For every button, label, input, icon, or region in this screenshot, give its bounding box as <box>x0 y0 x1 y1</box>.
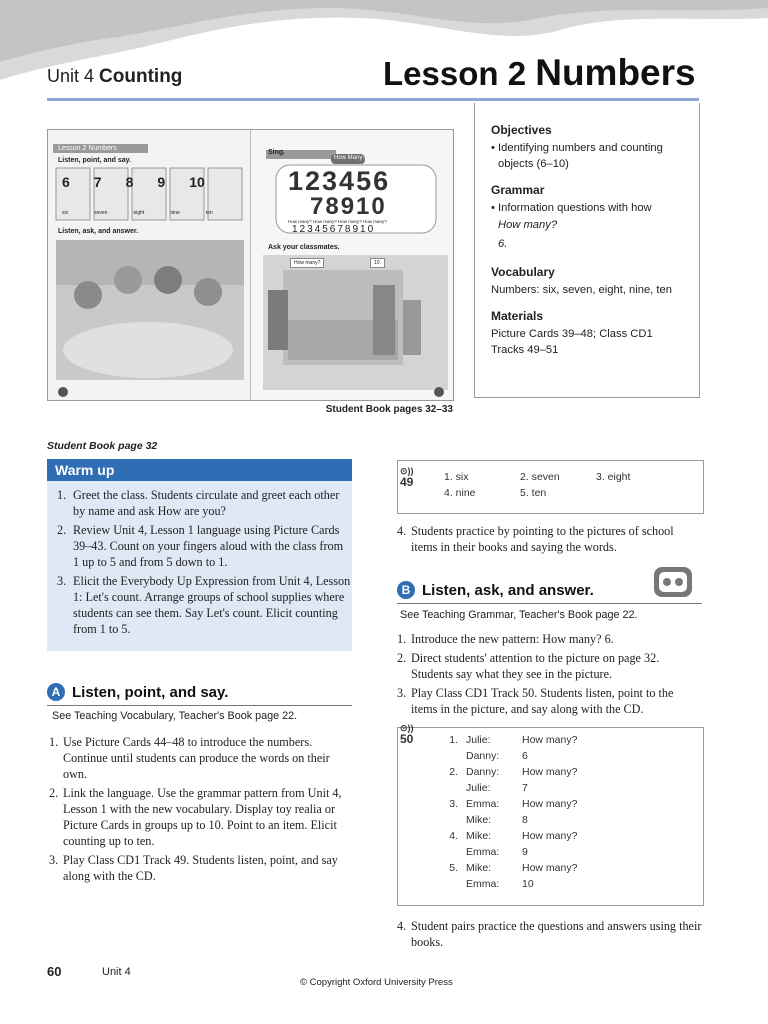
book-lesson-tag: Lesson 2 Numbers <box>58 145 117 152</box>
dialogue-speaker: Danny: <box>466 766 500 778</box>
step-text: Introduce the new pattern: How many? 6. <box>411 632 614 646</box>
page-number: 60 <box>47 964 62 979</box>
footer-unit: Unit 4 <box>102 966 131 978</box>
header-rule <box>47 98 699 101</box>
section-b-step <box>397 631 702 647</box>
warm-up-step <box>47 522 352 570</box>
section-a-step <box>47 785 352 849</box>
dialogue-speaker: Emma: <box>466 878 500 890</box>
objective-item: • Identifying numbers and counting <box>491 142 663 154</box>
objectives-panel <box>474 103 700 398</box>
book-number: 10 <box>189 174 205 190</box>
step-list <box>397 918 702 950</box>
dialogue-line: 7 <box>522 782 528 794</box>
lesson-heading <box>383 52 696 94</box>
step-number: 2. <box>57 523 67 537</box>
dialogue-row <box>436 766 577 782</box>
dialogue-num <box>436 814 466 830</box>
unit-prefix: Unit 4 <box>47 66 95 86</box>
book-bubble-ten: 10. <box>370 258 385 268</box>
dialogue-line: How many? <box>522 862 578 874</box>
materials-title: Materials <box>491 309 544 323</box>
step-item <box>397 918 702 950</box>
materials-text: Tracks 49–51 <box>491 344 559 356</box>
cd49-row <box>444 487 672 503</box>
section-a-title: Listen, point, and say. <box>72 684 229 701</box>
section-b-rule <box>397 603 702 604</box>
grammar-icon <box>652 565 694 599</box>
cd50-dialogue <box>436 734 577 894</box>
section-b-see-note: See Teaching Grammar, Teacher's Book page 22. <box>400 609 638 621</box>
cd49-row <box>444 471 672 487</box>
step-text: Students practice by pointing to the pictures of school items in their books and saying the words. <box>411 524 674 554</box>
step-text: Link the language. Use the grammar pattern from Unit 4, Lesson 1 with the new vocabulary. Display toy realia or Picture Cards in groups up to 10. Point to an item. Elicit counting up to ten. <box>63 786 342 848</box>
section-a-see-note: See Teaching Vocabulary, Teacher's Book page 22. <box>52 710 298 722</box>
dialogue-speaker: Julie: <box>466 734 491 746</box>
step-text: Elicit the Everybody Up Expression from Unit 4, Lesson 1: Let's count. Arrange groups of school supplies where students can see them. Say Let's count. Elicit counting from 1 to 5. <box>73 574 351 636</box>
dialogue-line: 9 <box>522 846 528 858</box>
dialogue-line: How many? <box>522 766 578 778</box>
step-text: Greet the class. Students circulate and greet each other by name and ask How are you? <box>73 488 340 518</box>
section-a-steps <box>47 734 352 884</box>
cd49-item: 4. nine <box>444 487 476 499</box>
dialogue-row <box>436 830 577 846</box>
dialogue-num <box>436 782 466 798</box>
section-b-steps <box>397 631 702 717</box>
cd-track-50 <box>400 724 414 746</box>
dialogue-row <box>436 814 577 830</box>
dialogue-num: 3. <box>449 798 458 810</box>
student-book-page-label: Student Book page 32 <box>47 440 158 452</box>
dialogue-num: 5. <box>449 862 458 874</box>
section-a-rule <box>47 705 352 706</box>
dialogue-speaker: Julie: <box>466 782 491 794</box>
book-song-line: How many? How many? How many? How many? <box>288 219 387 224</box>
book-big-digits-2: 78910 <box>310 193 387 220</box>
dialogue-row <box>436 862 577 878</box>
section-a-badge: A <box>47 683 65 701</box>
unit-title: Counting <box>99 66 183 87</box>
dialogue-num: 4. <box>449 830 458 842</box>
dialogue-num <box>436 846 466 862</box>
unit-heading <box>47 66 182 88</box>
section-b <box>397 581 702 720</box>
dialogue-line: How many? <box>522 830 578 842</box>
grammar-example: 6. <box>498 238 508 250</box>
step-text: Student pairs practice the questions and answers using their books. <box>411 919 702 949</box>
warm-up-box <box>47 459 352 651</box>
step-number: 1. <box>397 632 407 646</box>
dialogue-line: 10 <box>522 878 534 890</box>
step-item <box>397 523 702 555</box>
section-b-heading <box>397 581 702 603</box>
book-bubble-how-many: How many? <box>290 258 324 268</box>
dialogue-row <box>436 750 577 766</box>
lesson-title: Numbers <box>535 52 696 93</box>
section-a-step <box>47 852 352 884</box>
vocabulary-text: Numbers: six, seven, eight, nine, ten <box>491 284 672 296</box>
lesson-prefix: Lesson 2 <box>383 55 527 92</box>
objective-item-cont: objects (6–10) <box>498 158 569 170</box>
book-word: nine <box>170 210 180 216</box>
dialogue-num: 2. <box>449 766 458 778</box>
book-word-row <box>62 210 252 216</box>
book-word: ten <box>205 210 213 216</box>
dialogue-line: How many? <box>522 734 578 746</box>
objectives-title: Objectives <box>491 123 552 137</box>
student-book-image <box>47 129 454 401</box>
materials-text: Picture Cards 39–48; Class CD1 <box>491 328 653 340</box>
book-number-row <box>62 174 252 190</box>
dialogue-line: 8 <box>522 814 528 826</box>
step-number: 4. <box>397 919 407 933</box>
section-b-step <box>397 685 702 717</box>
book-number: 6 <box>62 174 70 190</box>
section-b-title: Listen, ask, and answer. <box>422 582 594 599</box>
cd-track-49 <box>400 467 414 489</box>
book-activity-d: Ask your classmates. <box>268 244 340 251</box>
book-number: 8 <box>125 174 134 190</box>
step-number: 2. <box>49 786 59 800</box>
dialogue-speaker: Mike: <box>466 830 492 842</box>
section-a-heading <box>47 683 352 705</box>
dialogue-row <box>436 798 577 814</box>
step-number: 1. <box>49 735 59 749</box>
cd-icon: ⊙)) <box>400 466 414 476</box>
step-4-pairs <box>397 918 702 953</box>
vocabulary-title: Vocabulary <box>491 265 555 279</box>
cd49-item: 1. six <box>444 471 469 483</box>
dialogue-row <box>436 846 577 862</box>
book-big-digits-1: 123456 <box>288 166 391 196</box>
book-small-digits: 12345678910 <box>292 224 376 235</box>
dialogue-speaker: Mike: <box>466 862 492 874</box>
dialogue-speaker: Emma: <box>466 798 500 810</box>
cd-track-number: 49 <box>400 475 414 489</box>
warm-up-step <box>47 487 352 519</box>
dialogue-row <box>436 782 577 798</box>
step-text: Play Class CD1 Track 50. Students listen, point to the items in the picture, and say along with the CD. <box>411 686 674 716</box>
step-text: Direct students' attention to the picture on page 32. Students say what they see in the picture. <box>411 651 660 681</box>
dialogue-row <box>436 878 577 894</box>
cd49-item: 2. seven <box>520 471 560 483</box>
warm-up-steps <box>47 487 352 637</box>
grammar-title: Grammar <box>491 183 545 197</box>
step-number: 3. <box>57 574 67 588</box>
grammar-item: • Information questions with how <box>491 202 652 214</box>
dialogue-row <box>436 734 577 750</box>
step-text: Play Class CD1 Track 49. Students listen, point, and say along with the CD. <box>63 853 338 883</box>
section-a-step <box>47 734 352 782</box>
cd49-item: 5. ten <box>520 487 547 499</box>
cd49-answers <box>444 471 672 503</box>
cd49-item: 3. eight <box>596 471 631 483</box>
step-4-practice <box>397 523 702 558</box>
dialogue-line: 6 <box>522 750 528 762</box>
step-number: 2. <box>397 651 407 665</box>
section-b-badge: B <box>397 581 415 599</box>
step-number: 1. <box>57 488 67 502</box>
cd-track-50-box <box>397 723 704 906</box>
dialogue-num: 1. <box>449 734 458 746</box>
book-number: 7 <box>93 174 102 190</box>
section-b-step <box>397 650 702 682</box>
book-word: eight <box>133 210 145 216</box>
dialogue-speaker: Danny: <box>466 750 500 762</box>
book-word: six <box>62 210 69 216</box>
step-number: 4. <box>397 524 407 538</box>
cd-track-49-box <box>397 460 704 514</box>
dialogue-speaker: Emma: <box>466 846 500 858</box>
book-caption: Student Book pages 32–33 <box>325 404 453 415</box>
section-a <box>47 683 352 887</box>
step-number: 3. <box>49 853 59 867</box>
book-song-title: How Many? <box>334 155 366 161</box>
cd-track-number: 50 <box>400 732 414 746</box>
cd-icon: ⊙)) <box>400 723 414 733</box>
step-list <box>397 523 702 555</box>
step-number: 3. <box>397 686 407 700</box>
book-activity-c: Sing. <box>268 149 286 156</box>
dialogue-line: How many? <box>522 798 578 810</box>
warm-up-title: Warm up <box>47 459 352 481</box>
book-activity-a: Listen, point, and say. <box>58 157 131 164</box>
copyright-notice: © Copyright Oxford University Press <box>300 977 453 988</box>
student-book-illustration <box>48 130 453 400</box>
book-number: 9 <box>157 174 166 190</box>
book-activity-b: Listen, ask, and answer. <box>58 228 139 235</box>
warm-up-step <box>47 573 352 637</box>
step-text: Use Picture Cards 44–48 to introduce the numbers. Continue until students can produce the words on their own. <box>63 735 330 781</box>
grammar-example: How many? <box>498 219 558 231</box>
dialogue-speaker: Mike: <box>466 814 492 826</box>
dialogue-num <box>436 750 466 766</box>
dialogue-num <box>436 878 466 894</box>
book-word: seven <box>94 210 108 216</box>
step-text: Review Unit 4, Lesson 1 language using Picture Cards 39–43. Count on your fingers aloud with the class from 1 up to 5 and from 5 down to 1. <box>73 523 344 569</box>
